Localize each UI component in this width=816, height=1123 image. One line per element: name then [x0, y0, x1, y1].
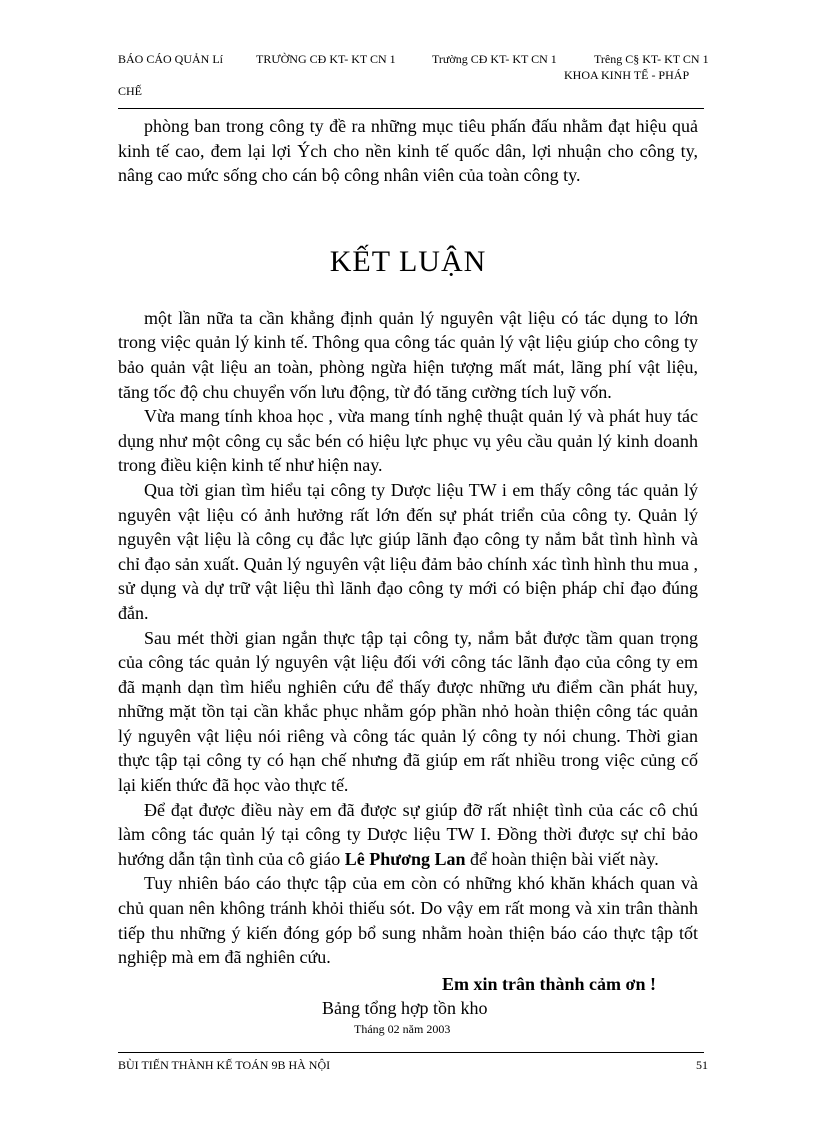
- header-faculty-cont: CHẾ: [118, 84, 142, 98]
- header-report-title: BÁO CÁO QUẢN Lí: [118, 52, 223, 66]
- paragraph-1: một lần nữa ta cần khẳng định quản lý nguyên vật liệu có tác dụng to lớn trong việc quản lý kinh tế. Thông qua công tác quản lý vật liệu giúp cho công ty bảo quản vật liệu an toàn, phòng ngừa hiện tượng mất mát, lãng phí vật liệu, tăng tốc độ chu chuyển vốn lưu động, từ đó tăng cường tích luỹ vốn.: [118, 307, 698, 402]
- paragraph-5: [118, 798, 698, 872]
- paragraph-2: Vừa mang tính khoa học , vừa mang tính nghệ thuật quản lý và phát huy tác dụng như một công cụ sắc bén có hiệu lực phục vụ yêu cầu quản lý kinh doanh trong điều kiện kinh tế như hiện nay.: [118, 406, 698, 476]
- thanks-line: Em xin trân thành cảm ơn !: [442, 973, 656, 994]
- paragraph-5-start: Để đạt được điều này em đã được sự giúp đỡ rất nhiệt tình của các cô chú làm công tác quản lý tại công ty Dược liệu TW I. Đồng thời được sự chỉ bảo hướng dẫn tận tình của cô giáo: [118, 799, 698, 869]
- paragraph-5-end: để hoàn thiện bài viết này.: [465, 848, 659, 869]
- header-school-name-alt: Trường CĐ KT- KT CN 1: [432, 52, 557, 66]
- page-number: 51: [696, 1058, 708, 1072]
- intro-paragraph: phòng ban trong công ty đề ra những mục tiêu phấn đấu nhằm đạt hiệu quả kinh tế cao, đem lại lợi Ých cho nền kinh tế quốc dân, lợi nhuận cho công ty, nâng cao mức sống cho cán bộ công nhân viên của toàn công ty.: [118, 116, 698, 186]
- inventory-table-title: Bảng tổng hợp tồn kho: [322, 998, 488, 1019]
- footer-rule: [118, 1052, 704, 1053]
- inventory-table-date: Tháng 02 năm 2003: [354, 1022, 451, 1036]
- conclusion-title: KẾT LUẬN: [329, 244, 487, 278]
- teacher-name: Lê Phương Lan: [344, 848, 466, 869]
- header-rule: [118, 108, 704, 109]
- header-faculty: KHOA KINH TẾ - PHÁP: [564, 68, 690, 82]
- paragraph-3: Qua tời gian tìm hiểu tại công ty Dược liệu TW i em thấy công tác quản lý nguyên vật liệu có ảnh hưởng rất lớn đến sự phát triển của công ty. Quản lý nguyên vật liệu là công cụ đắc lực giúp lãnh đạo công ty nắm bắt tình hình và chỉ đạo sản xuất. Quản lý nguyên vật liệu đảm bảo chính xác tình hình thu mua , sử dụng và dự trữ vật liệu thì lãnh đạo công ty mới có biện pháp chỉ đạo đúng đắn.: [118, 479, 698, 623]
- paragraph-4: Sau mét thời gian ngắn thực tập tại công ty, nắm bắt được tầm quan trọng của công tác quản lý nguyên vật liệu đối với công tác lãnh đạo của công ty em đã mạnh dạn tìm hiểu nghiên cứu để thấy được những ưu điểm cần phát huy, những mặt tồn tại cần khắc phục nhằm góp phần nhỏ hoàn thiện công tác quản lý nguyên vật liệu nói riêng và công tác quản lý công ty nói chung. Thời gian thực tập tại công ty có hạn chế nhưng đã giúp em rất nhiều trong việc củng cố lại kiến thức đã học vào thực tế.: [118, 627, 698, 796]
- page-header: [118, 52, 708, 108]
- header-school-name: TRƯỜNG CĐ KT- KT CN 1: [256, 52, 396, 66]
- page-content: [118, 114, 698, 1037]
- footer-author: BÙI TIẾN THÀNH KẾ TOÁN 9B HÀ NỘI: [118, 1058, 331, 1072]
- paragraph-6: Tuy nhiên báo cáo thực tập của em còn có những khó khăn khách quan và chủ quan nên không tránh khỏi thiếu sót. Do vậy em rất mong và xin trân thành tiếp thu những ý kiến đóng góp bổ sung nhằm hoàn thiện báo cáo thực tập tốt nghiệp mà em đã nghiên cứu.: [118, 873, 698, 968]
- header-school-name-garbled: Trêng C§ KT- KT CN 1: [594, 52, 709, 66]
